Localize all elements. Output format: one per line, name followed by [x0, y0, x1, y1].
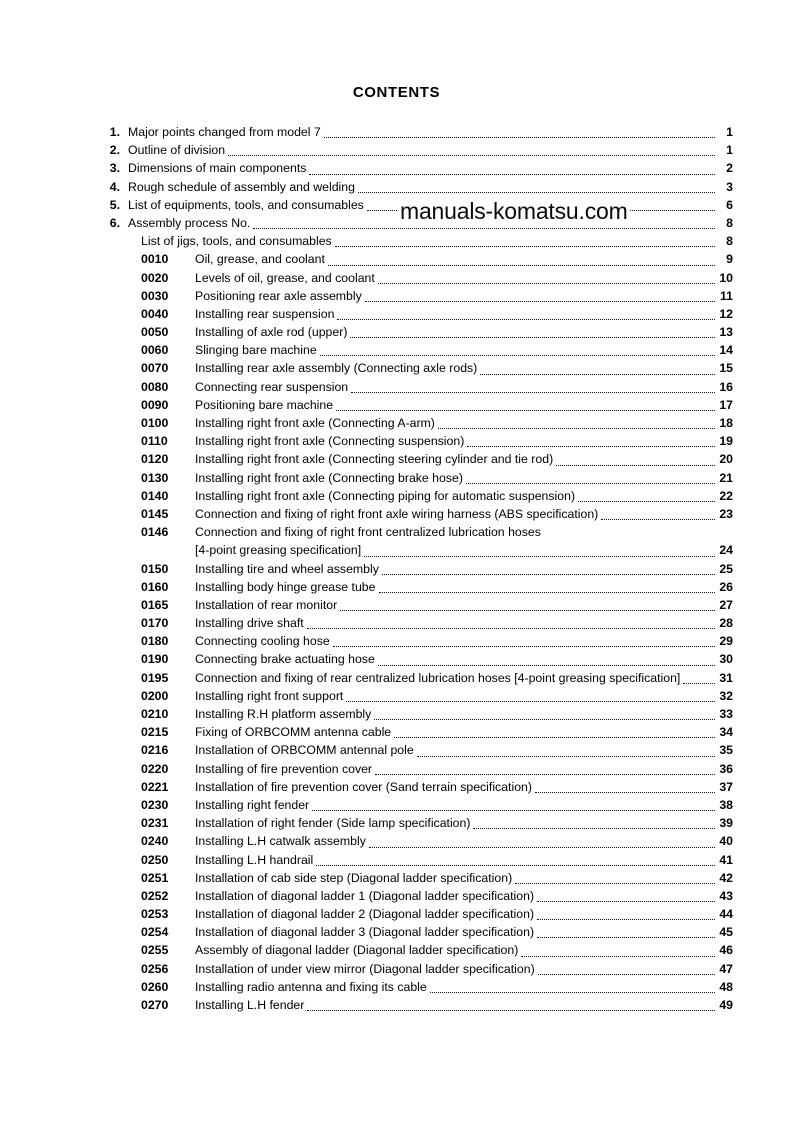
process-label: Installation of diagonal ladder 3 (Diagonal ladder specification) [195, 925, 535, 940]
toc-row[interactable] [0, 159, 793, 177]
process-label: Installation of cab side step (Diagonal ladder specification) [195, 870, 513, 885]
toc-row[interactable] [0, 723, 793, 741]
dot-leader [333, 646, 715, 647]
process-label: Fixing of ORBCOMM antenna cable [195, 725, 392, 740]
dot-leader [537, 937, 715, 938]
process-page-number: 20 [719, 452, 733, 467]
process-page-number: 43 [719, 888, 733, 903]
chapter-number: 3. [109, 161, 120, 176]
dot-leader [335, 246, 715, 247]
process-number: 0150 [141, 561, 169, 576]
dot-leader [320, 355, 715, 356]
process-number: 0145 [141, 506, 169, 521]
process-page-number: 22 [719, 488, 733, 503]
chapter-page-number: 8 [726, 215, 733, 230]
process-number: 0140 [141, 488, 169, 503]
toc-row[interactable] [0, 887, 793, 905]
toc-row[interactable] [0, 323, 793, 341]
toc-row[interactable] [0, 250, 793, 268]
toc-row[interactable] [0, 832, 793, 850]
process-page-number: 19 [719, 434, 733, 449]
toc-row[interactable] [0, 196, 793, 214]
process-label: Installation of under view mirror (Diagonal ladder specification) [195, 961, 535, 976]
jigs-list-page-number: 8 [726, 234, 733, 249]
process-label: Installing L.H catwalk assembly [195, 834, 366, 849]
toc-row[interactable] [0, 414, 793, 432]
process-label: Installing body hinge grease tube [195, 579, 376, 594]
process-page-number: 44 [719, 907, 733, 922]
process-number: 0165 [141, 597, 169, 612]
process-label: Installing R.H platform assembly [195, 707, 372, 721]
dot-leader [316, 865, 715, 866]
dot-leader [346, 701, 715, 702]
process-number: 0110 [141, 434, 168, 449]
process-number: 0190 [141, 652, 169, 667]
toc-row[interactable] [0, 123, 793, 141]
dot-leader [375, 774, 715, 775]
dot-leader [340, 610, 715, 611]
process-label: Slinging bare machine [195, 343, 317, 358]
process-page-number: 33 [719, 707, 733, 721]
process-label: Installation of ORBCOMM antennal pole [195, 743, 414, 758]
process-label: Connecting rear suspension [195, 379, 349, 394]
process-page-number: 48 [719, 979, 733, 994]
process-label: Assembly of diagonal ladder (Diagonal ladder specification) [195, 943, 519, 958]
dot-leader [556, 465, 715, 466]
dot-leader [369, 847, 715, 848]
process-page-number: 30 [719, 652, 733, 667]
process-label: Installing drive shaft [195, 616, 304, 631]
dot-leader [374, 719, 715, 720]
dot-leader [683, 683, 715, 684]
dot-leader [309, 174, 715, 175]
toc-row[interactable] [0, 341, 793, 359]
process-page-number: 27 [719, 597, 733, 612]
process-label: Connection and fixing of right front axle wiring harness (ABS specification) [195, 506, 599, 521]
process-continuation-page-number: 24 [719, 543, 733, 558]
process-number: 0170 [141, 616, 169, 631]
chapter-label: List of equipments, tools, and consumables [128, 197, 364, 212]
toc-row[interactable] [0, 923, 793, 941]
process-page-number: 35 [719, 743, 733, 758]
process-page-number: 41 [719, 852, 733, 867]
process-number: 0220 [141, 761, 169, 776]
toc-row[interactable] [0, 650, 793, 668]
chapter-number: 4. [109, 179, 120, 194]
process-page-number: 14 [719, 343, 733, 358]
toc-row[interactable] [0, 978, 793, 996]
dot-leader [538, 974, 715, 975]
process-page-number: 10 [719, 270, 733, 285]
chapter-page-number: 2 [726, 161, 733, 176]
dot-leader [328, 265, 715, 266]
process-page-number: 16 [719, 379, 733, 394]
process-number: 0160 [141, 579, 169, 594]
process-number: 0146 [141, 525, 169, 540]
process-number: 0040 [141, 306, 169, 321]
process-page-number: 42 [719, 870, 733, 885]
toc-row[interactable] [0, 178, 793, 196]
toc-row[interactable] [0, 996, 793, 1014]
toc-row[interactable] [0, 814, 793, 832]
dot-leader [467, 446, 715, 447]
process-label: Oil, grease, and coolant [195, 252, 325, 267]
process-number: 0010 [141, 252, 169, 267]
dot-leader [351, 392, 715, 393]
chapter-page-number: 1 [726, 143, 733, 158]
process-label: Installing rear suspension [195, 306, 335, 321]
process-number: 0050 [141, 325, 169, 340]
process-number: 0200 [141, 688, 169, 703]
process-page-number: 47 [719, 961, 733, 976]
process-number: 0090 [141, 397, 169, 412]
process-label: Connecting cooling hose [195, 634, 330, 649]
process-page-number: 23 [719, 506, 733, 521]
process-page-number: 18 [719, 416, 733, 430]
process-label: Installing L.H handrail [195, 852, 314, 867]
toc-row[interactable] [0, 269, 793, 287]
process-page-number: 32 [719, 688, 733, 703]
process-page-number: 13 [719, 325, 733, 340]
process-number: 0060 [141, 343, 169, 358]
toc-row[interactable] [0, 905, 793, 923]
process-page-number: 46 [719, 943, 733, 958]
process-label: Connection and fixing of rear centralized lubrication hoses [4-point greasing specification] [195, 670, 681, 685]
process-label: Installing right front support [195, 688, 344, 703]
process-page-number: 28 [719, 616, 733, 631]
dot-leader [337, 319, 715, 320]
process-page-number: 38 [719, 797, 733, 812]
process-label: Positioning rear axle assembly [195, 288, 362, 303]
dot-leader [466, 483, 715, 484]
process-number: 0254 [141, 925, 169, 940]
dot-leader [537, 901, 715, 902]
toc-row[interactable] [0, 614, 793, 632]
dot-leader [336, 410, 715, 411]
process-page-number: 26 [719, 579, 733, 594]
process-number: 0240 [141, 834, 169, 849]
process-page-number: 36 [719, 761, 733, 776]
process-page-number: 37 [719, 779, 733, 794]
process-label: Installing right fender [195, 797, 310, 812]
process-number: 0270 [141, 998, 169, 1012]
dot-leader [382, 574, 715, 575]
process-label: Installing tire and wheel assembly [195, 561, 379, 576]
process-label: Installing rear axle assembly (Connecting axle rods) [195, 361, 478, 376]
process-number: 0253 [141, 907, 169, 922]
toc-row[interactable] [0, 523, 793, 541]
process-page-number: 9 [726, 252, 733, 267]
process-label: Installation of right fender (Side lamp specification) [195, 816, 471, 831]
toc-row[interactable] [0, 378, 793, 396]
process-number: 0256 [141, 961, 169, 976]
process-label: Installing right front axle (Connecting A-arm) [195, 416, 435, 430]
process-page-number: 45 [719, 925, 733, 940]
process-number: 0180 [141, 634, 169, 649]
toc-row[interactable] [0, 869, 793, 887]
process-page-number: 21 [719, 470, 733, 485]
process-number: 0210 [141, 707, 169, 721]
process-label: Installing right front axle (Connecting suspension) [195, 434, 465, 449]
process-page-number: 39 [719, 816, 733, 831]
dot-leader [515, 883, 715, 884]
process-number: 0260 [141, 979, 169, 994]
process-label: Installing L.H fender [195, 998, 305, 1012]
process-page-number: 34 [719, 725, 733, 740]
toc-row[interactable] [0, 287, 793, 305]
toc-row[interactable] [0, 469, 793, 487]
toc-row[interactable] [0, 305, 793, 323]
chapter-number: 5. [109, 197, 120, 212]
toc-row[interactable] [0, 505, 793, 523]
toc-row[interactable] [0, 396, 793, 414]
process-number: 0250 [141, 852, 169, 867]
process-continuation-label: [4-point greasing specification] [195, 543, 362, 558]
toc-row[interactable] [0, 796, 793, 814]
toc-row[interactable] [0, 560, 793, 578]
watermark-text: manuals-komatsu.com [400, 198, 628, 224]
dot-leader [378, 665, 715, 666]
process-number: 0080 [141, 379, 169, 394]
process-number: 0030 [141, 288, 169, 303]
dot-leader [521, 956, 715, 957]
chapter-label: Dimensions of main components [128, 161, 307, 176]
dot-leader [480, 374, 715, 375]
process-label: Installing right front axle (Connecting piping for automatic suspension) [195, 488, 576, 503]
toc-row[interactable] [0, 596, 793, 614]
toc-row[interactable] [0, 741, 793, 759]
dot-leader [324, 137, 715, 138]
chapter-number: 2. [109, 143, 120, 158]
chapter-number: 6. [109, 215, 120, 230]
process-number: 0120 [141, 452, 169, 467]
process-number: 0251 [141, 870, 169, 885]
process-page-number: 17 [719, 397, 733, 412]
process-number: 0255 [141, 943, 169, 958]
process-label: Installation of rear monitor [195, 597, 338, 612]
process-number: 0230 [141, 797, 169, 812]
process-label: Positioning bare machine [195, 397, 334, 412]
process-number: 0216 [141, 743, 169, 758]
dot-leader [307, 628, 715, 629]
process-label: Installation of fire prevention cover (Sand terrain specification) [195, 779, 532, 794]
dot-leader [430, 992, 715, 993]
process-label: Levels of oil, grease, and coolant [195, 270, 375, 285]
toc-row[interactable] [0, 705, 793, 723]
toc-row[interactable] [0, 487, 793, 505]
toc-row[interactable] [0, 578, 793, 596]
dot-leader [379, 592, 716, 593]
dot-leader [417, 756, 715, 757]
chapter-number: 1. [109, 125, 120, 139]
process-label: Installing right front axle (Connecting brake hose) [195, 470, 463, 485]
chapter-page-number: 6 [726, 197, 733, 212]
process-number: 0020 [141, 270, 169, 285]
page-title: CONTENTS [352, 84, 441, 101]
process-page-number: 29 [719, 634, 733, 649]
dot-leader [307, 1010, 715, 1011]
process-label: Installing of axle rod (upper) [195, 325, 348, 340]
chapter-page-number: 1 [726, 125, 733, 139]
process-label: Installing radio antenna and fixing its cable [195, 979, 427, 994]
toc-row[interactable] [0, 214, 793, 232]
process-number: 0130 [141, 470, 169, 485]
dot-leader [253, 228, 715, 229]
process-label: Installation of diagonal ladder 2 (Diagonal ladder specification) [195, 907, 535, 922]
process-label: Installing of fire prevention cover [195, 761, 373, 776]
toc-row[interactable] [0, 687, 793, 705]
toc-row[interactable] [0, 450, 793, 468]
process-page-number: 31 [719, 670, 733, 685]
dot-leader [365, 301, 715, 302]
dot-leader [312, 810, 715, 811]
process-label: Installation of diagonal ladder 1 (Diagonal ladder specification) [195, 888, 535, 903]
process-page-number: 49 [719, 998, 733, 1012]
toc-row[interactable] [0, 632, 793, 650]
dot-leader [364, 556, 715, 557]
toc-row[interactable] [0, 541, 793, 559]
toc-row[interactable] [0, 760, 793, 778]
process-number: 0100 [141, 416, 169, 430]
toc-row[interactable] [0, 941, 793, 959]
dot-leader [544, 537, 715, 538]
jigs-list-label: List of jigs, tools, and consumables [141, 234, 332, 249]
toc-row[interactable] [0, 960, 793, 978]
chapter-label: Outline of division [128, 143, 226, 158]
process-label: Connection and fixing of right front centralized lubrication hoses [195, 525, 541, 540]
toc-row[interactable] [0, 778, 793, 796]
process-number: 0252 [141, 888, 169, 903]
dot-leader [378, 283, 715, 284]
toc-row[interactable] [0, 359, 793, 377]
dot-leader [438, 428, 715, 429]
process-label: Installing right front axle (Connecting steering cylinder and tie rod) [195, 452, 554, 467]
process-page-number: 25 [719, 561, 733, 576]
chapter-page-number: 3 [726, 179, 733, 194]
dot-leader [358, 192, 715, 193]
process-label: Connecting brake actuating hose [195, 652, 375, 667]
chapter-label: Major points changed from model 7 [128, 125, 321, 139]
toc-row[interactable] [0, 669, 793, 687]
toc-row[interactable] [0, 851, 793, 869]
process-number: 0231 [141, 816, 169, 831]
table-of-contents [0, 123, 793, 1014]
dot-leader [578, 501, 715, 502]
dot-leader [601, 519, 715, 520]
process-number: 0215 [141, 725, 169, 740]
dot-leader [394, 737, 715, 738]
dot-leader [228, 155, 715, 156]
dot-leader [473, 828, 715, 829]
process-page-number: 12 [719, 306, 733, 321]
toc-row[interactable] [0, 141, 793, 159]
process-page-number: 11 [720, 288, 733, 303]
process-number: 0195 [141, 670, 169, 685]
toc-row[interactable] [0, 432, 793, 450]
dot-leader [350, 337, 715, 338]
chapter-label: Assembly process No. [128, 215, 251, 230]
toc-row[interactable] [0, 232, 793, 250]
process-number: 0221 [141, 779, 169, 794]
process-number: 0070 [141, 361, 169, 376]
chapter-label: Rough schedule of assembly and welding [128, 179, 355, 194]
process-page-number: 40 [719, 834, 733, 849]
process-page-number: 15 [719, 361, 733, 376]
dot-leader [537, 919, 715, 920]
dot-leader [535, 792, 715, 793]
